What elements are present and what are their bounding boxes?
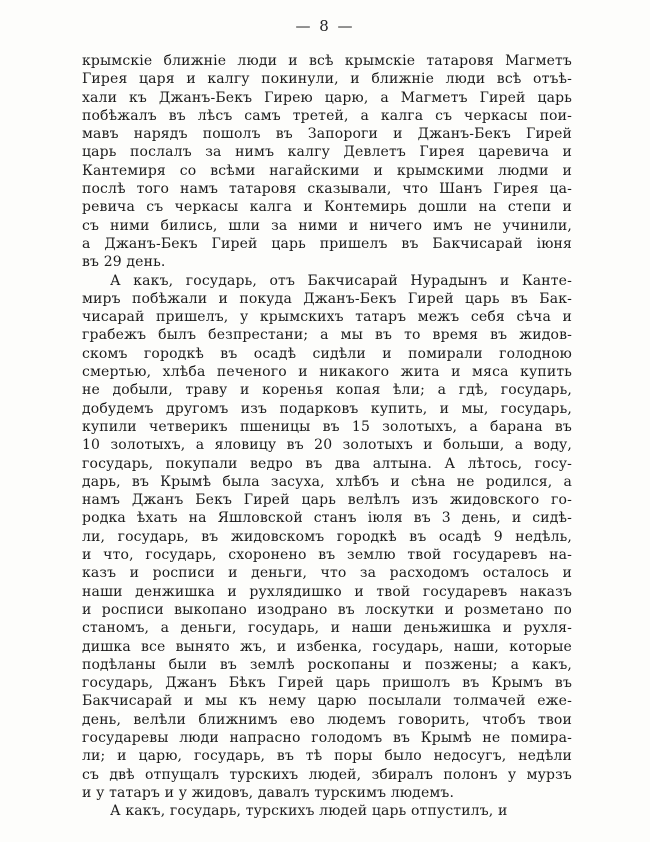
text-line: А какъ, государь, отъ Бакчисарай Нурадынъ и Канте- [110,272,572,289]
text-line: а Джанъ-Бекъ Гирей царь пришелъ въ Бакчисарай іюня [82,235,572,252]
text-line: царь послалъ за нимъ калгу Девлетъ Гирея царевича и [82,144,572,161]
text-line: родка ѣхать на Яшловской станъ іюля въ 3 день, и сидѣ- [82,510,572,527]
text-line: и у татаръ и у жидовъ, давалъ турскимъ людемъ. [82,784,455,801]
text-line: и росписи выкопано изодрано въ лоскутки и розметано по [82,601,572,618]
text-line: ли, государь, въ жидовскомъ городкѣ въ осадѣ 9 недѣль, [82,528,572,545]
text-line: дарь, въ Крымѣ была засуха, хлѣбъ и сѣна не родился, а [82,473,572,490]
text-line: государь, Джанъ Бѣкъ Гирей царь пришолъ въ Крымъ въ [82,675,572,692]
text-line: послѣ того намъ татаровя сказывали, что Шанъ Гирея ца- [82,181,572,198]
text-line: казъ и росписи и деньги, что за расходомъ осталось и [82,565,572,582]
text-line: Гирея царя и калгу покинули, и ближніе люди всѣ отъѣ- [82,71,572,88]
text-line: смертью, хлѣба печеного и никакого жита и мяса купить [82,364,572,381]
text-line: ли; и царю, государь, въ тѣ поры было недосугъ, недѣли [82,748,572,765]
text-line: крымскіе ближніе люди и всѣ крымскіе татаровя Магметъ [82,53,572,69]
text-line: не добыли, траву и коренья копая ѣли; а гдѣ, государь, [82,382,572,399]
text-line: миръ побѣжали и покуда Джанъ-Бекъ Гирей царь въ Бак- [82,290,572,307]
text-line: съ ними бились, шли за ними и ничего имъ не учинили, [82,217,572,234]
text-column [82,52,572,820]
text-line: купили четверикъ пшеницы въ 15 золотыхъ, а барана въ [82,418,572,435]
text-line: намъ Джанъ Бекъ Гирей царь велѣлъ изъ жидовского го- [82,492,572,509]
text-line: и что, государь, схоронено въ землю твой государевъ на- [82,547,572,564]
page-number: — 8 — [295,17,355,35]
text-line: добудемъ другомъ изъ подарковъ купить, и мы, государь, [82,400,572,417]
text-line: хали къ Джанъ-Бекъ Гирею царю, а Магметъ Гирей царь [82,89,572,106]
text-line: скомъ городкѣ въ осадѣ сидѣли и помирали голодною [82,345,572,362]
text-line: государевы люди напрасно голодомъ въ Крымѣ не помира- [82,729,572,746]
text-line: государь, покупали ведро въ два алтына. А лѣтось, госу- [82,455,572,472]
text-line: съ двѣ отпущалъ турскихъ людей, збиралъ полонъ у мурзъ [82,766,572,783]
text-line: станомъ, а деньги, государь, и наши деньжишка и рухля- [82,620,572,637]
text-line: ревича съ черкасы калга и Контемирь дошли на степи и [82,199,572,216]
text-line: Бакчисарай и мы къ нему царю посылали толмачей еже- [82,693,572,710]
text-line: подѣланы были въ землѣ роскопаны и позжены; а какъ, [82,656,572,673]
text-line: день, велѣли ближнимъ ево людемъ говорить, чтобъ твои [82,711,572,728]
text-line: чисарай пришелъ, у крымскихъ татаръ межъ себя сѣча и [82,309,572,326]
text-line: дишка все вынято жъ, и избенка, государь, наши, которые [82,638,572,655]
text-line: Кантемиря со всѣми нагайскими и крымскими людми и [82,162,572,179]
text-line: наши денжишка и рухлядишко и твой государевъ наказъ [82,583,572,600]
text-line: А какъ, государь, турскихъ людей царь отпустилъ, и [110,803,508,820]
text-line: въ 29 день. [82,254,166,271]
text-line: побѣжалъ въ лѣсъ самъ третей, а калга съ черкасы пои- [82,107,572,124]
text-line: 10 золотыхъ, а яловицу въ 20 золотыхъ и больши, а воду, [82,437,572,454]
text-line: грабежъ былъ безпрестани; а мы въ то время въ жидов- [82,327,572,344]
text-line: мавъ нарядъ пошолъ въ Запороги и Джанъ-Бекъ Гирей [82,126,572,143]
